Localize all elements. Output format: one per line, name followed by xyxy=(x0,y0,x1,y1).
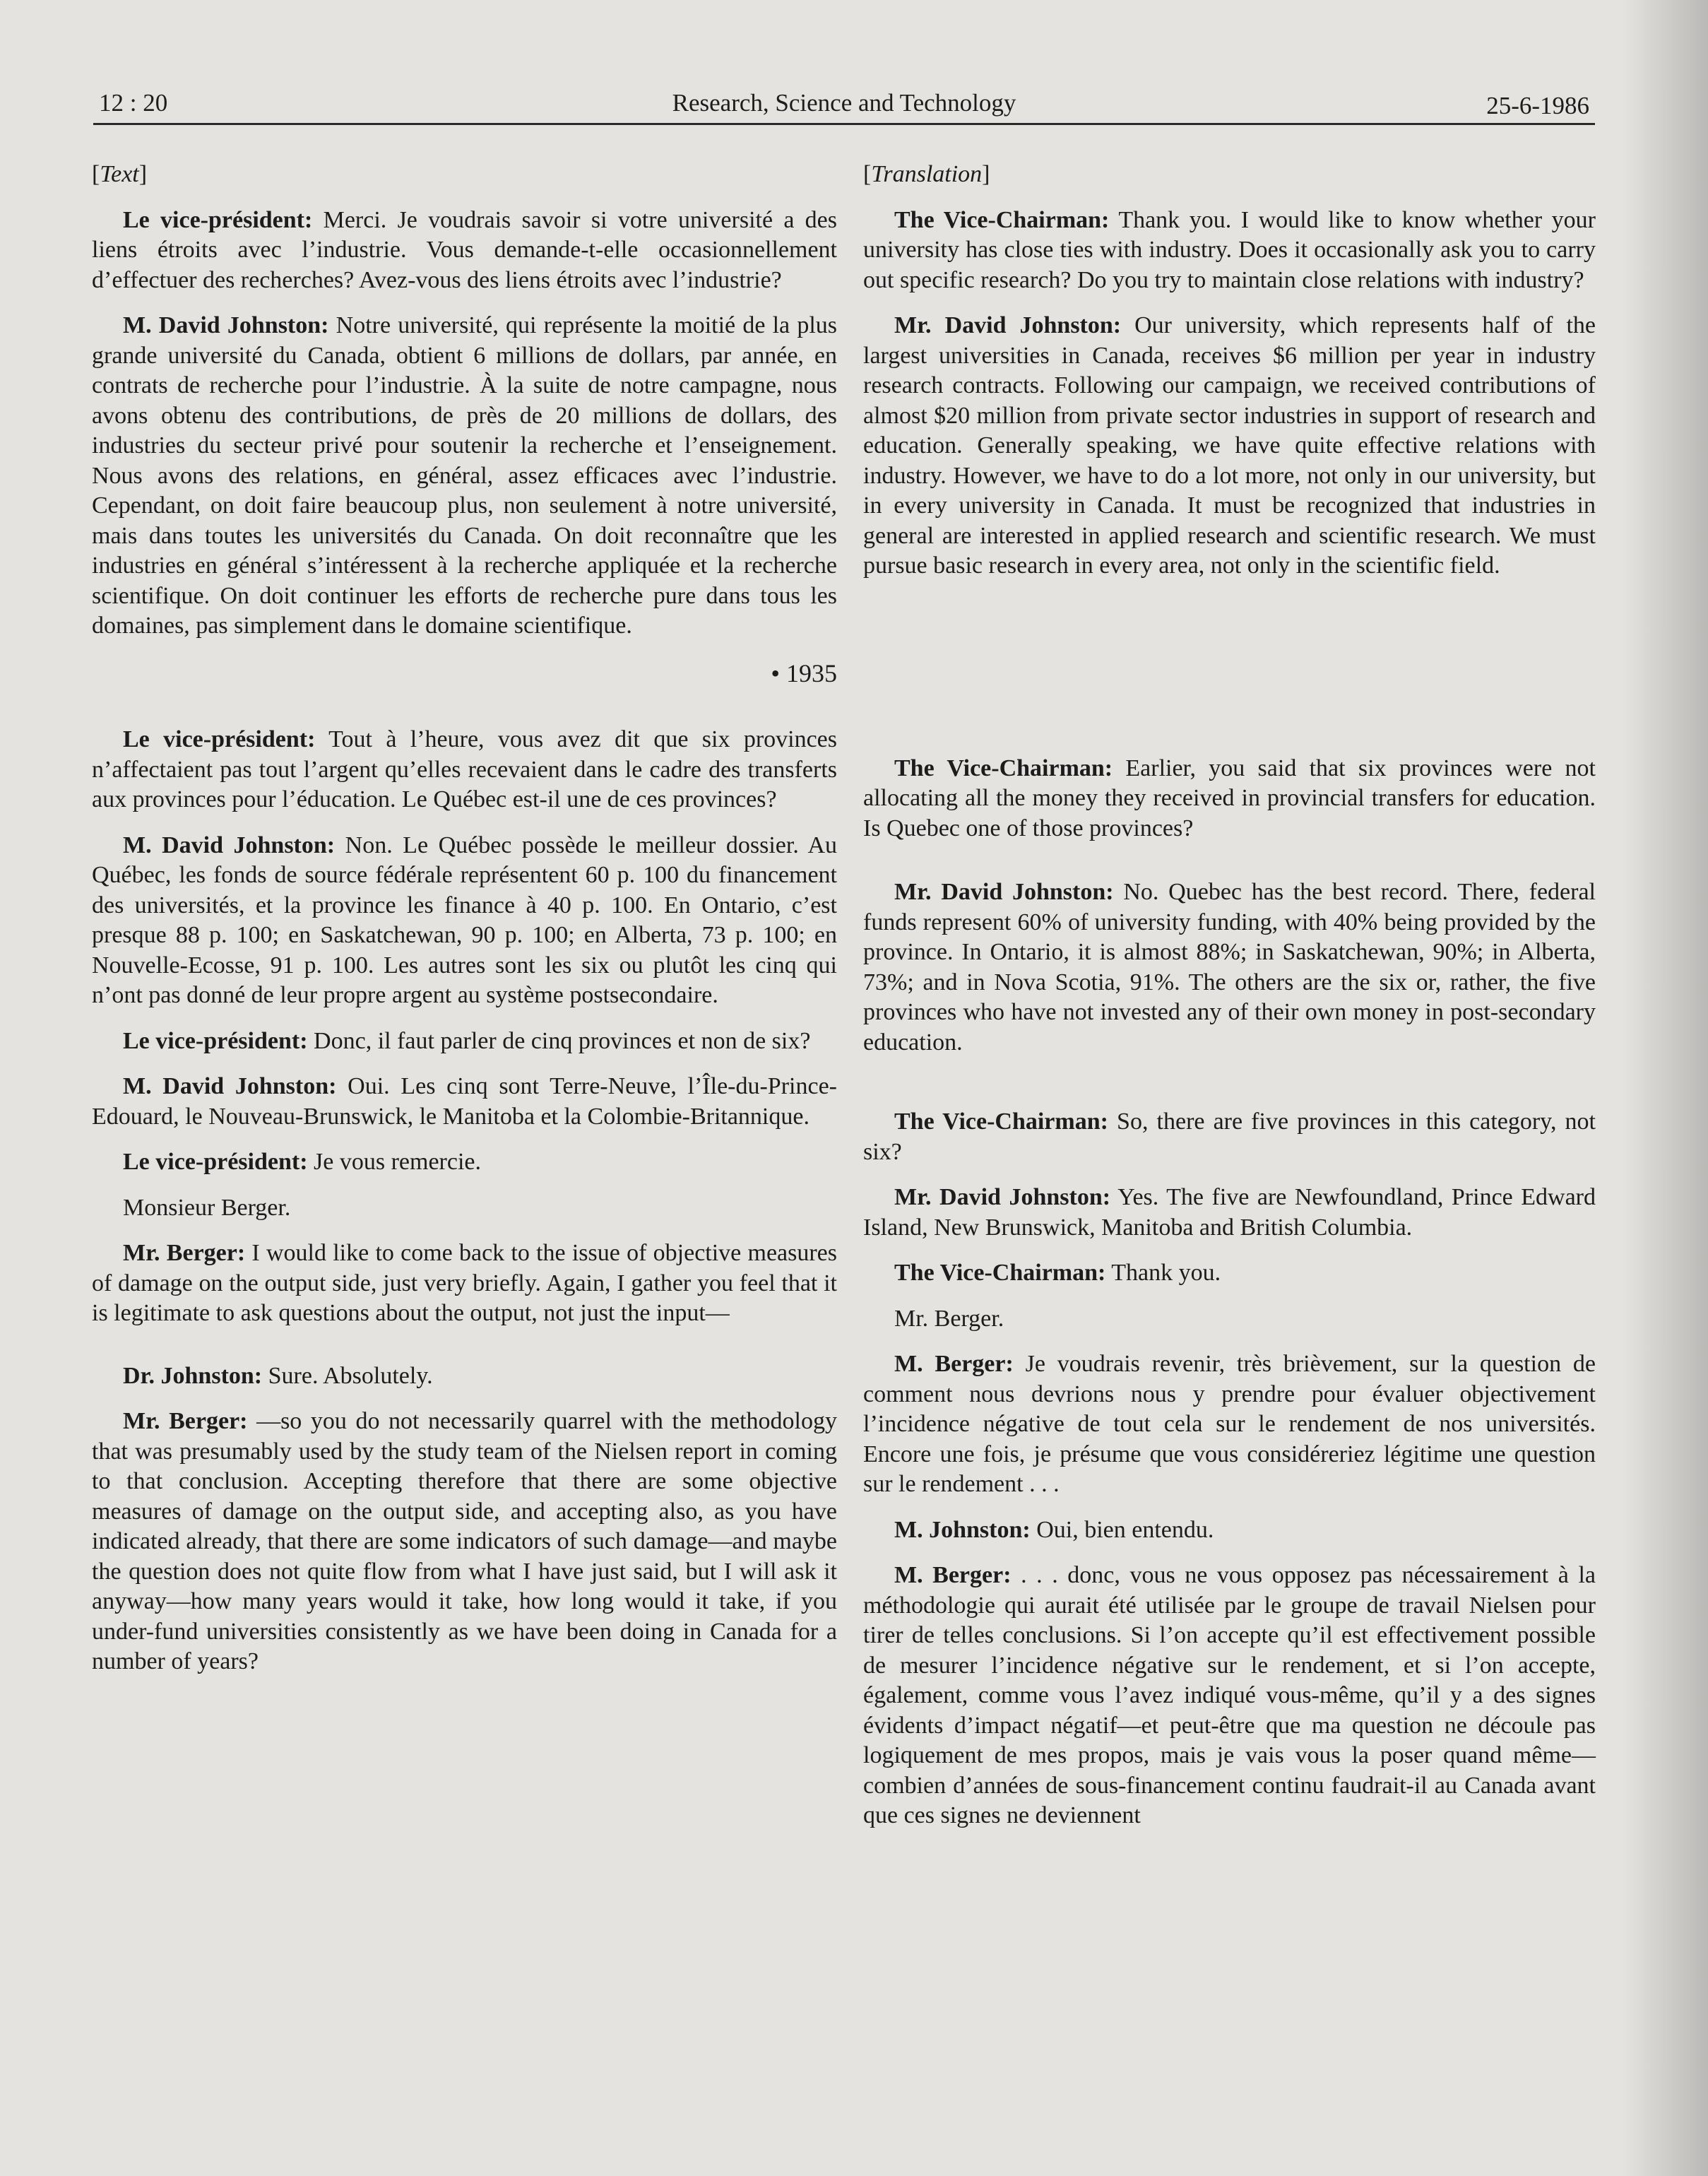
paragraph: M. Berger: . . . donc, vous ne vous opposez pas nécessairement à la méthodologie qui aurait été utilisée par le groupe de travail Nielsen pour tirer de telles conclusions. Si l’on accepte qu’il est effectivement possible de mesurer l’incidence négative sur le rendement, et si l’on accepte, également, comme vous l’avez indiqué vous-même, qu’il y a des signes évidents d’impact négatif—et peut-être que ma question ne découle pas logiquement de mes propos, mais je vais vous la poser quand même—combien d’années de sous-financement continu faudrait-il au Canada avant que ces signes ne deviennent xyxy=(863,1562,1596,1828)
speaker: Le vice-président: xyxy=(123,1149,308,1175)
speaker: M. David Johnston: xyxy=(123,312,329,338)
section-tag: [Translation] xyxy=(863,161,990,187)
paragraph: Le vice-président: Je vous remercie. xyxy=(123,1149,482,1175)
paragraph: Dr. Johnston: Sure. Absolutely. xyxy=(123,1362,433,1389)
left-column-french xyxy=(92,160,837,1693)
paragraph: The Vice-Chairman: Thank you. xyxy=(894,1260,1221,1286)
speaker: The Vice-Chairman: xyxy=(894,1108,1108,1135)
section-tag: [Text] xyxy=(92,161,148,187)
speaker: Mr. David Johnston: xyxy=(894,1184,1111,1210)
speaker: Le vice-président: xyxy=(123,206,313,233)
speaker: M. Berger: xyxy=(894,1562,1012,1588)
paragraph: Mr. David Johnston: Our university, which represents half of the largest universities in Canada, receives $6 million per year in industry research contracts. Following our campaign, we received contributions of almost $20 million from private sector industries in support of research and education. Generally speaking, we have quite effective relations with industry. However, we have to do a lot more, not only in our university, but in every university in Canada. It must be recognized that industries in general are interested in applied research and scientific research. We must pursue basic research in every area, not only in the scientific field. xyxy=(863,312,1596,579)
paragraph: Le vice-président: Merci. Je voudrais savoir si votre université a des liens étroits avec l’industrie. Vous demande-t-elle occasionnellement d’effectuer des recherches? Avez-vous des liens étroits avec l’industrie? xyxy=(92,206,838,293)
page-date: 25-6-1986 xyxy=(1486,92,1589,119)
speaker: M. David Johnston: xyxy=(123,1073,337,1099)
paragraph: Monsieur Berger. xyxy=(123,1194,291,1221)
speaker: The Vice-Chairman: xyxy=(894,1260,1106,1286)
page-header xyxy=(93,83,1595,125)
paragraph: M. David Johnston: Non. Le Québec possède le meilleur dossier. Au Québec, les fonds de source fédérale représentent 60 p. 100 du financement des universités, et la province les finance à 40 p. 100. En Ontario, c’est presque 88 p. 100; en Saskatchewan, 90 p. 100; en Alberta, 73 p. 100; en Nouvelle-Ecosse, 91 p. 100. Les autres sont les six ou plutôt les cinq qui n’ont pas donné de leur propre argent au système postsecondaire. xyxy=(92,832,838,1008)
speaker: Mr. Berger: xyxy=(123,1408,248,1434)
time-marker: • 1935 xyxy=(771,658,837,687)
paragraph: M. Johnston: Oui, bien entendu. xyxy=(894,1516,1214,1543)
paragraph: Mr. Berger. xyxy=(894,1305,1004,1332)
paragraph: M. David Johnston: Oui. Les cinq sont Terre-Neuve, l’Île-du-Prince-Edouard, le Nouveau-Brunswick, le Manitoba et la Colombie-Britannique. xyxy=(92,1073,837,1130)
speaker: Le vice-président: xyxy=(123,1027,308,1054)
paragraph: Mr. Berger: —so you do not necessarily quarrel with the methodology that was presumably used by the study team of the Nielsen report in coming to that conclusion. Accepting therefore that there are some objective measures of damage on the output side, and accepting also, as you have indicated already, that there are some indicators of such damage—and maybe the question does not quite flow from what I have just said, but I will ask it anyway—how many years would it take, how long would it take, if you under-fund universities consistently as we have been doing in Canada for a number of years? xyxy=(92,1408,838,1674)
right-column-english xyxy=(863,160,1596,1847)
speaker: M. Berger: xyxy=(894,1351,1014,1377)
speaker: Le vice-président: xyxy=(123,726,316,752)
speaker: M. David Johnston: xyxy=(123,832,336,858)
paragraph: Le vice-président: Tout à l’heure, vous avez dit que six provinces n’affectaient pas tout l’argent qu’elles recevaient dans le cadre des transferts aux provinces pour l’éducation. Le Québec est-il une de ces provinces? xyxy=(92,726,838,812)
paragraph: Mr. David Johnston: Yes. The five are Newfoundland, Prince Edward Island, New Brunswick, Manitoba and British Columbia. xyxy=(863,1184,1596,1241)
paragraph: M. David Johnston: Notre université, qui représente la moitié de la plus grande université du Canada, obtient 6 millions de dollars, par année, en contrats de recherche pour l’industrie. À la suite de notre campagne, nous avons obtenu des contributions, de près de 20 millions de dollars, des industries du secteur privé pour soutenir la recherche et l’enseignement. Nous avons des relations, en général, assez efficaces avec l’industrie. Cependant, on doit faire beaucoup plus, non seulement à notre université, mais dans toutes les universités du Canada. On doit reconnaître que les industries en général s’intéressent à la recherche appliquée et la recherche scientifique. On doit continuer les efforts de recherche pure dans tous les domaines, pas simplement dans le domaine scientifique. xyxy=(92,312,837,639)
speaker: The Vice-Chairman: xyxy=(894,206,1110,233)
paragraph: Mr. Berger: I would like to come back to the issue of objective measures of damage on the output side, just very briefly. Again, I gather you feel that it is legitimate to ask questions about the output, not just the input— xyxy=(92,1240,838,1326)
paragraph: The Vice-Chairman: So, there are five provinces in this category, not six? xyxy=(863,1108,1596,1165)
page-edge-shadow xyxy=(1623,0,1708,2176)
paragraph: The Vice-Chairman: Earlier, you said that six provinces were not allocating all the money they received in provincial transfers for education. Is Quebec one of those provinces? xyxy=(863,755,1596,841)
paragraph: Mr. David Johnston: No. Quebec has the best record. There, federal funds represent 60% of university funding, with 40% being provided by the province. In Ontario, it is almost 88%; in Saskatchewan, 90%; in Alberta, 73%; and in Nova Scotia, 91%. The others are the six or, rather, the five provinces who have not invested any of their own money in post-secondary education. xyxy=(863,879,1596,1056)
speaker: M. Johnston: xyxy=(894,1516,1031,1543)
speaker: Dr. Johnston: xyxy=(123,1362,263,1389)
speaker: Mr. David Johnston: xyxy=(894,312,1122,338)
speaker: Mr. Berger: xyxy=(123,1240,246,1266)
page-number: 12 : 20 xyxy=(99,89,168,117)
speaker: Mr. David Johnston: xyxy=(894,879,1114,905)
paragraph: Le vice-président: Donc, il faut parler de cinq provinces et non de six? xyxy=(123,1027,811,1054)
publication-title: Research, Science and Technology xyxy=(672,89,1016,117)
paragraph: The Vice-Chairman: Thank you. I would like to know whether your university has close ties with industry. Does it occasionally ask you to carry out specific research? Do you try to maintain close relations with industry? xyxy=(863,206,1596,293)
paragraph: M. Berger: Je voudrais revenir, très brièvement, sur la question de comment nous devrions nous y prendre pour évaluer objectivement l’incidence négative de tout cela sur le rendement de nos universités. Encore une fois, je présume que vous considéreriez légitime une question sur le rendement . . . xyxy=(863,1351,1596,1497)
speaker: The Vice-Chairman: xyxy=(894,755,1113,781)
